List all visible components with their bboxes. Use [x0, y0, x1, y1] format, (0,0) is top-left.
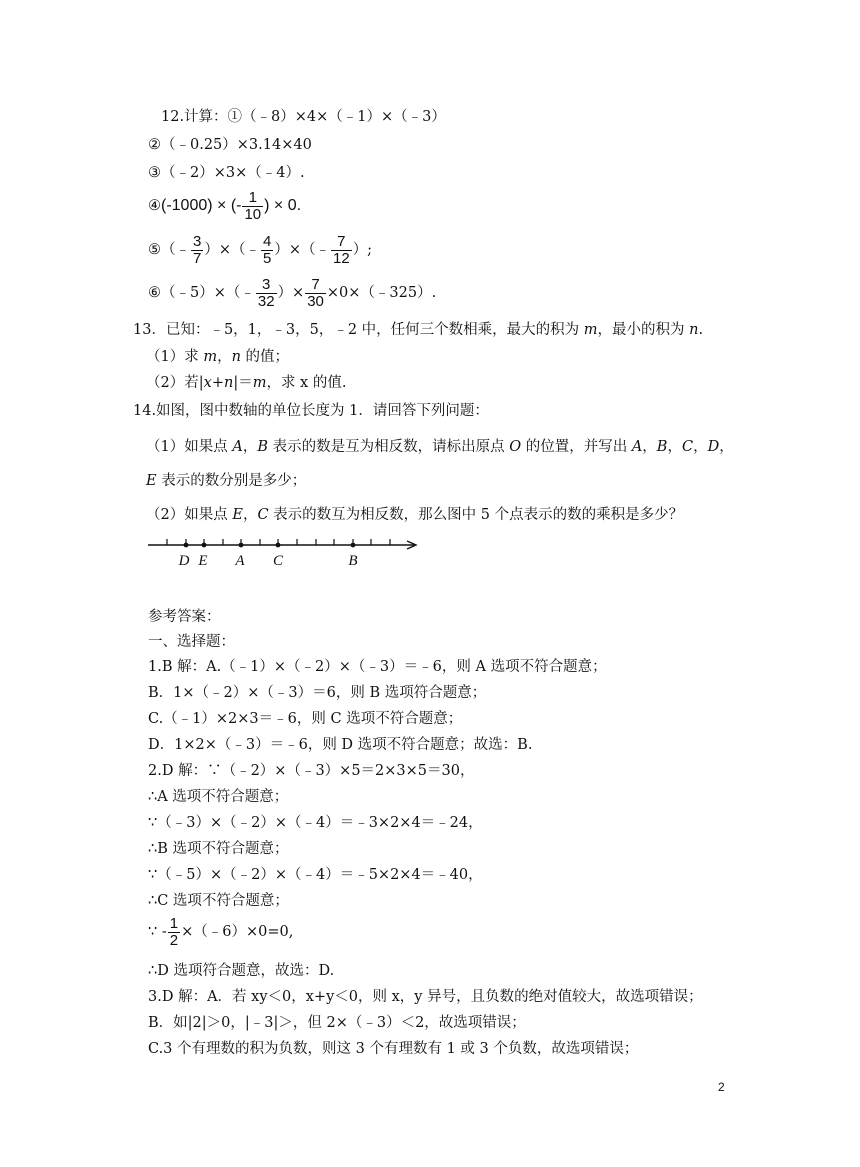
answer-line: D．1×2×（﹣3）＝﹣6，则 D 选项不符合题意；故选：B. [148, 737, 533, 753]
page-number: 2 [718, 1080, 725, 1094]
fraction: $\frac{3}{7}$ [193, 232, 202, 267]
expr-part: (-1000) × (- [161, 197, 242, 214]
expr-part: ) × 0. [264, 197, 302, 214]
q14-line-3: E 表示的数分别是多少； [146, 473, 307, 489]
fraction: $\frac{7}{30}$ [307, 275, 324, 310]
q12-line-4 [148, 188, 301, 224]
q12-line-1: 12.计算：①（﹣8）×4×（﹣1）×（﹣3） [161, 109, 446, 125]
q14-line-4: （2）如果点 E，C 表示的数互为相反数，那么图中 5 个点表示的数的乘积是多少？ [146, 507, 684, 523]
q14-line-1: 14.如图，图中数轴的单位长度为 1．请回答下列问题： [133, 403, 489, 419]
label-d: D [178, 553, 190, 569]
circled-4: ④ [148, 198, 161, 214]
answer-line: 1.B 解：A.（﹣1）×（﹣2）×（﹣3）＝﹣6，则 A 选项不符合题意； [148, 659, 607, 675]
q13-line-2: （1）求 m，n 的值； [146, 349, 290, 365]
point-b [351, 543, 356, 548]
answer-line: ∵（﹣5）×（﹣2）×（﹣4）＝﹣5×2×4＝﹣40， [148, 867, 483, 883]
q12-line-6: ⑥（﹣5）×（﹣ $\frac{3}{32}$ ）× $\frac{7}{30}$ ×0×（﹣325）. [148, 275, 437, 310]
q12-line-3: ③（﹣2）×3×（﹣4）. [148, 165, 305, 181]
answers-title: 参考答案： [148, 609, 221, 625]
q12-line-2: ②（﹣0.25）×3.14×40 [148, 137, 312, 153]
label-a: A [235, 553, 245, 569]
answer-line: 3.D 解：A．若 xy＜0，x+y＜0，则 x，y 异号，且负数的绝对值较大，故选项错误； [148, 989, 703, 1005]
fraction: $\frac{1}{10}$ [244, 188, 262, 223]
answer-line: ∵（﹣3）×（﹣2）×（﹣4）＝﹣3×2×4＝﹣24， [148, 815, 483, 831]
answer-line: 2.D 解：∵（﹣2）×（﹣3）×5＝2×3×5＝30， [148, 763, 475, 779]
answer-line: B．如|2|＞0，|﹣3|＞，但 2×（﹣3）＜2，故选项错误； [148, 1015, 526, 1031]
answer-line: B．1×（﹣2）×（﹣3）＝6，则 B 选项符合题意； [148, 685, 487, 701]
fraction: $\frac{7}{12}$ [333, 232, 350, 267]
q13-line-3: （2）若|x+n|＝m，求 x 的值. [146, 375, 347, 391]
label-b: B [348, 553, 358, 569]
label-c: C [272, 553, 284, 569]
q12-line-5: ⑤（﹣ $\frac{3}{7}$ ）×（﹣ $\frac{4}{5}$ ）×（﹣ $\frac{7}{12}$ ）; [148, 232, 373, 267]
answers-section: 一、选择题： [148, 634, 235, 650]
answer-line: ∴A 选项不符合题意； [148, 789, 289, 805]
fraction: $\frac{3}{32}$ [257, 275, 275, 310]
point-e [202, 543, 207, 548]
answer-line-fraction: ∵ - $\frac{1}{2}$ ×（﹣6）×0=0, [148, 914, 294, 949]
answer-line: ∴D 选项符合题意，故选：D. [148, 963, 335, 979]
label-e: E [198, 553, 208, 569]
fraction: $\frac{4}{5}$ [263, 232, 272, 267]
number-line-figure [146, 533, 426, 573]
point-c [276, 543, 281, 548]
q13-line-1: 13．已知：﹣5，1，﹣3，5，﹣2 中，任何三个数相乘，最大的积为 m，最小的积为 n. [133, 322, 704, 338]
answer-line: C.3 个有理数的积为负数，则这 3 个有理数有 1 或 3 个负数，故选项错误； [148, 1041, 639, 1057]
q14-line-2: （1）如果点 A，B 表示的数是互为相反数，请标出原点 O 的位置，并写出 A，B，C，D， [146, 439, 734, 455]
point-a [239, 543, 244, 548]
point-d [184, 543, 189, 548]
answer-line: C.（﹣1）×2×3＝﹣6，则 C 选项不符合题意； [148, 711, 463, 727]
fraction: $\frac{1}{2}$ [169, 914, 179, 949]
answer-line: ∴B 选项不符合题意； [148, 841, 289, 857]
answer-line: ∴C 选项不符合题意； [148, 893, 289, 909]
